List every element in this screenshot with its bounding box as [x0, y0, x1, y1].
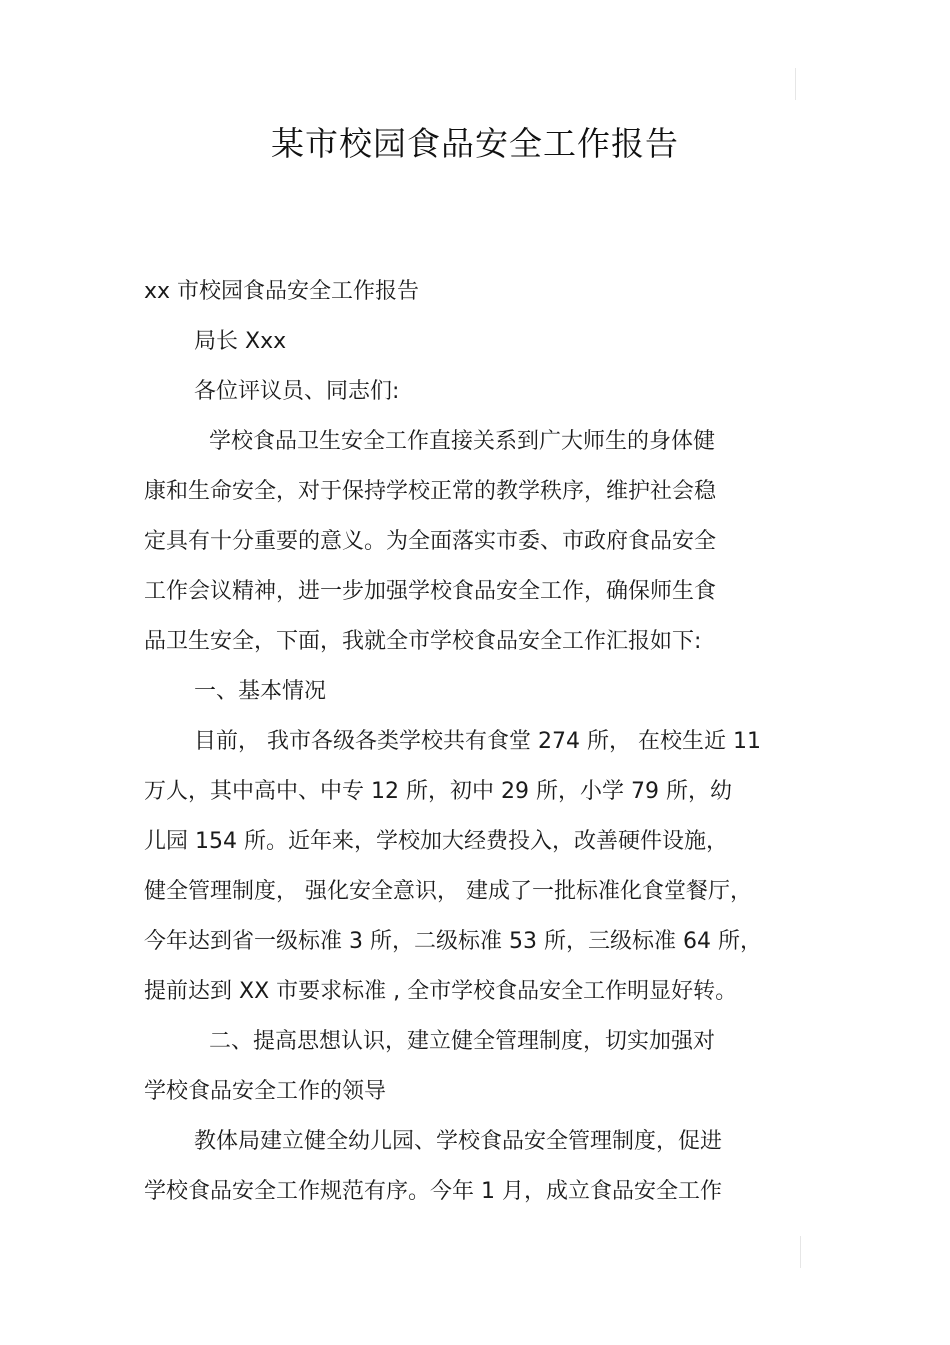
- page-edge-mark-top: [795, 68, 796, 100]
- document-title: 某市校园食品安全工作报告: [271, 124, 679, 163]
- paragraph-line: 教体局建立健全幼儿园、学校食品安全管理制度，促进: [194, 1129, 723, 1154]
- paragraph-line: 万人，其中高中、中专 12 所，初中 29 所，小学 79 所，幼: [144, 779, 732, 804]
- paragraph-line: 工作会议精神，进一步加强学校食品安全工作，确保师生食: [144, 579, 717, 604]
- paragraph-line: 目前， 我市各级各类学校共有食堂 274 所， 在校生近 11: [194, 729, 761, 754]
- paragraph-line: 学校食品安全工作规范有序。今年 1 月，成立食品安全工作: [144, 1179, 722, 1204]
- report-subtitle: xx 市校园食品安全工作报告: [144, 279, 420, 304]
- section-heading: 一、基本情况: [194, 679, 327, 704]
- section-heading-continued: 学校食品安全工作的领导: [144, 1079, 387, 1104]
- paragraph-line: 康和生命安全，对于保持学校正常的教学秩序，维护社会稳: [144, 479, 717, 504]
- paragraph-line: 今年达到省一级标准 3 所，二级标准 53 所，三级标准 64 所，: [144, 929, 762, 954]
- paragraph-line: 学校食品卫生安全工作直接关系到广大师生的身体健: [209, 429, 716, 454]
- paragraph-line: 提前达到 XX 市要求标准 , 全市学校食品安全工作明显好转。: [144, 979, 738, 1004]
- salutation: 各位评议员、同志们:: [194, 379, 400, 404]
- paragraph-line: 定具有十分重要的意义。为全面落实市委、市政府食品安全: [144, 529, 717, 554]
- author-line: 局长 Xxx: [194, 329, 287, 354]
- page-edge-mark-bottom: [800, 1236, 801, 1268]
- paragraph-line: 儿园 154 所。近年来，学校加大经费投入，改善硬件设施，: [144, 829, 728, 854]
- section-heading: 二、提高思想认识，建立健全管理制度，切实加强对: [209, 1029, 716, 1054]
- paragraph-line: 健全管理制度， 强化安全意识， 建成了一批标准化食堂餐厅，: [144, 879, 752, 904]
- paragraph-line: 品卫生安全，下面，我就全市学校食品安全工作汇报如下:: [144, 629, 702, 654]
